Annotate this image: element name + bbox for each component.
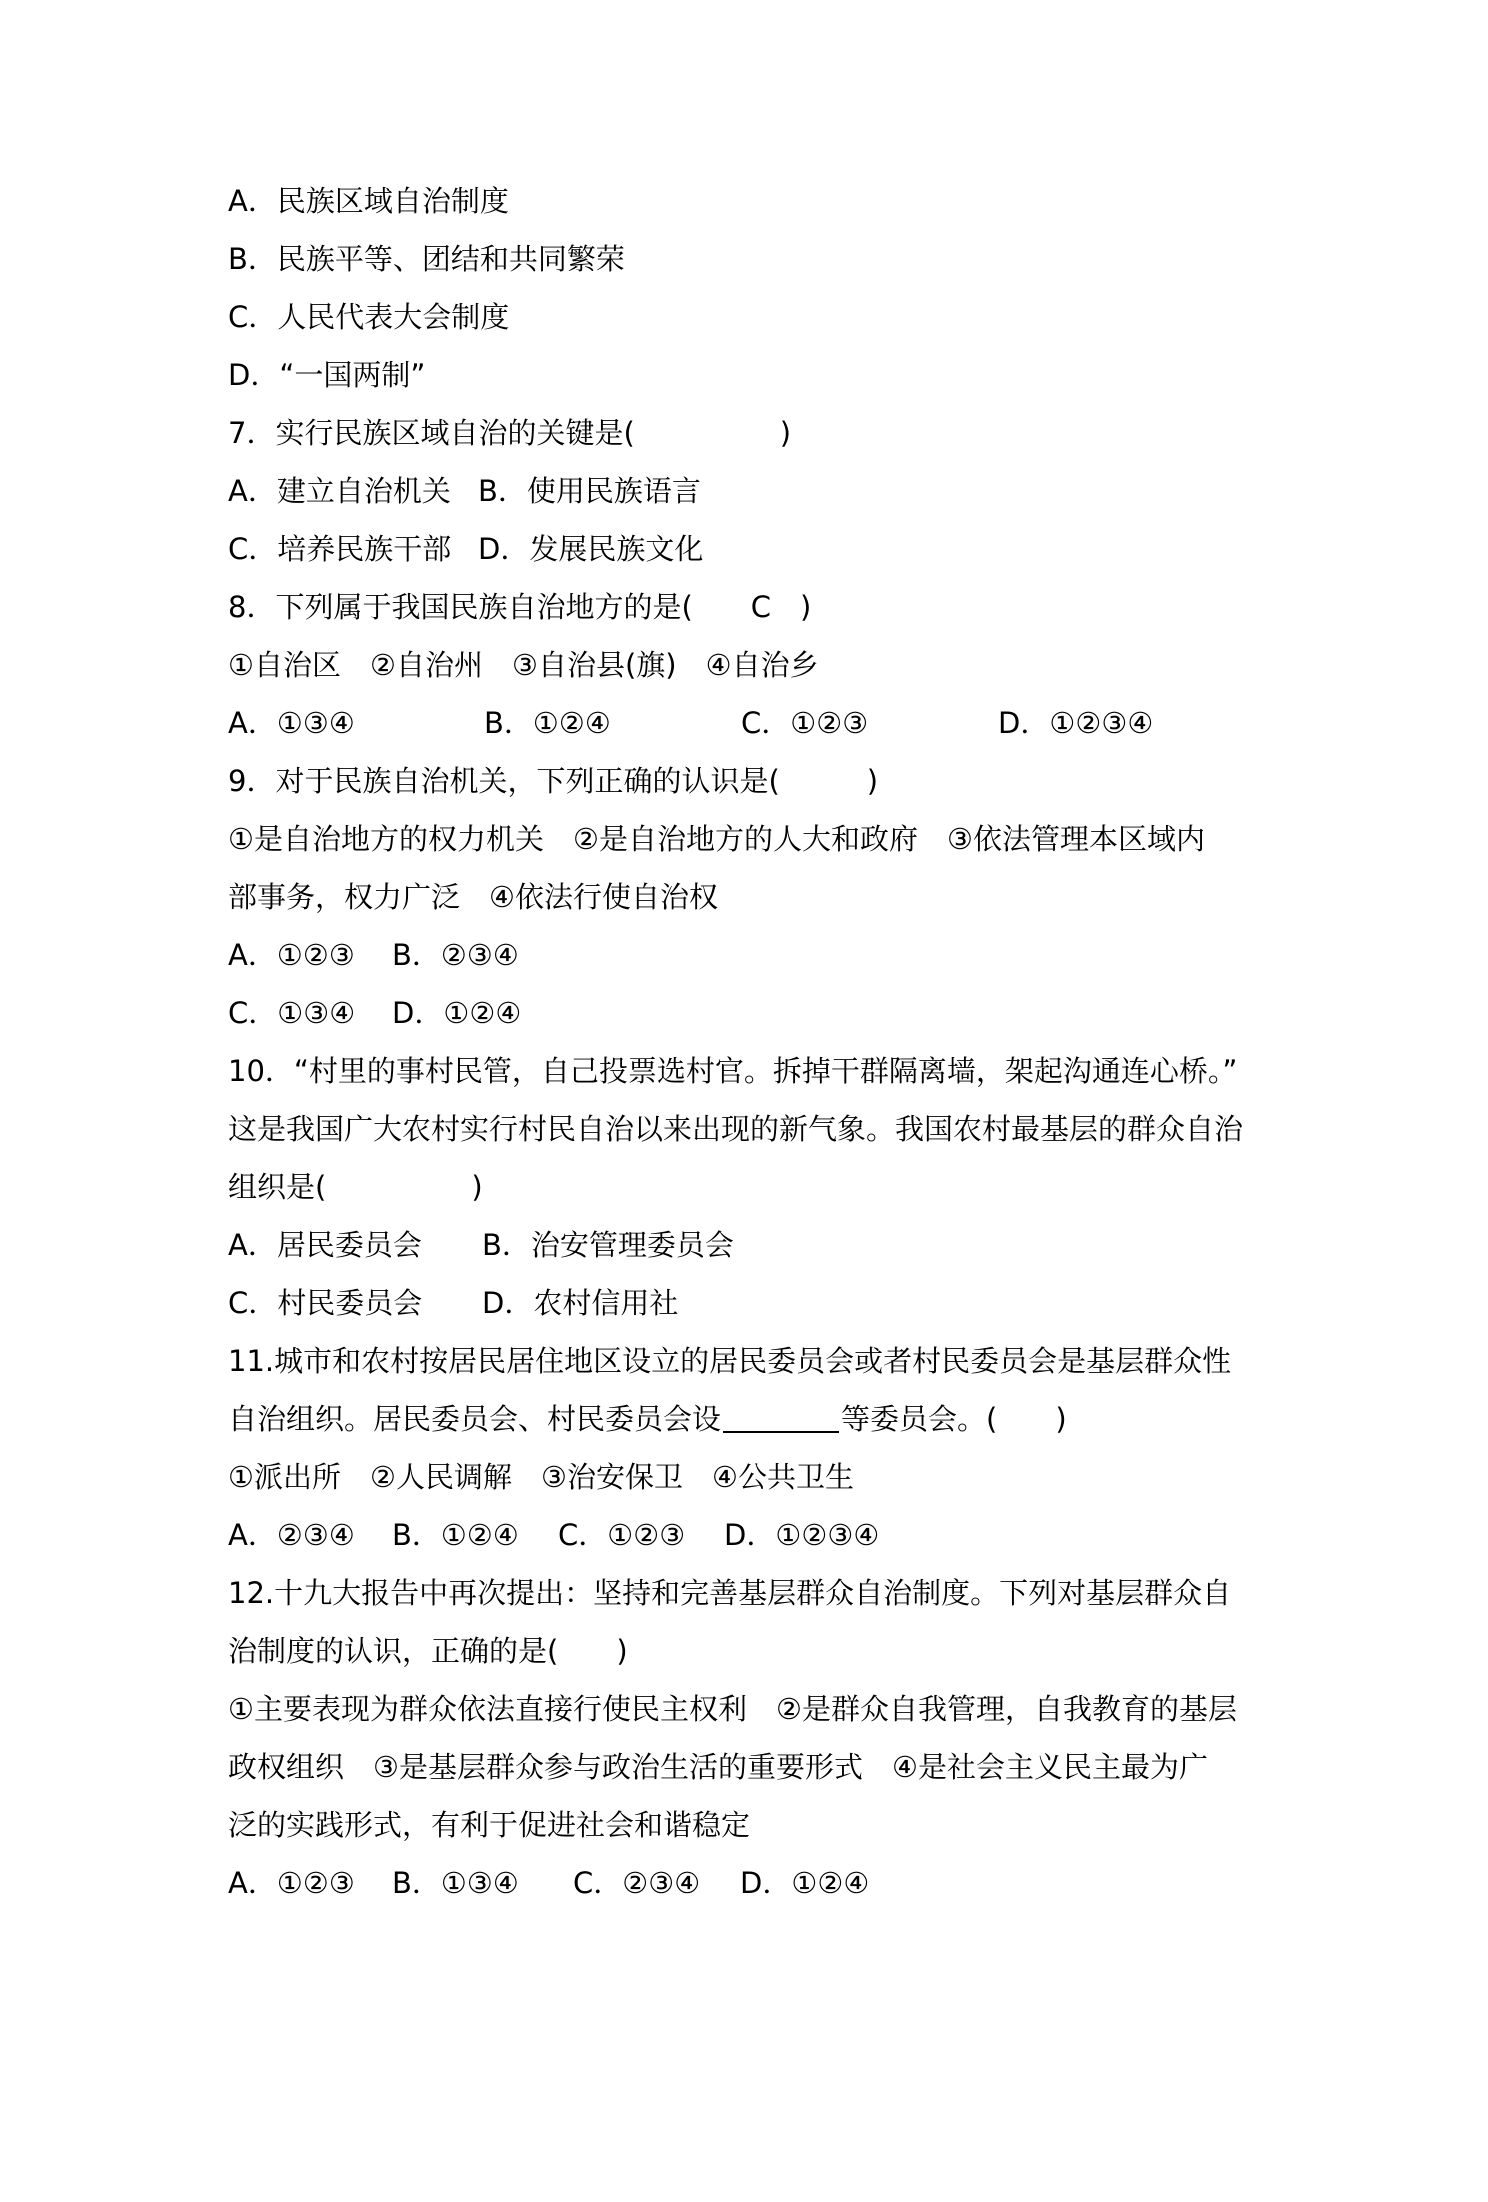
q11-option-b: B．①②④ <box>392 1518 519 1552</box>
q11-option-c: C．①②③ <box>558 1518 686 1552</box>
q12-items-line1: ①主要表现为群众依法直接行使民主权利 ②是群众自我管理，自我教育的基层 <box>228 1692 1237 1726</box>
q8-option-d: D．①②③④ <box>998 706 1154 740</box>
q12-option-a: A．①②③ <box>228 1866 355 1900</box>
q8-option-c: C．①②③ <box>741 706 869 740</box>
q11-stem-line2 <box>228 1390 1288 1448</box>
q9-items-line2: 部事务，权力广泛 ④依法行使自治权 <box>228 880 718 914</box>
q8-option-a: A．①③④ <box>228 706 355 740</box>
q10-options-row2 <box>228 1274 1288 1332</box>
q6-option-c: C．人民代表大会制度 <box>228 300 510 334</box>
q7-option-b: B．使用民族语言 <box>478 474 701 508</box>
q7-options-row1 <box>228 462 1288 520</box>
q9-option-d: D．①②④ <box>392 996 522 1030</box>
q11-stem-line1: 11.城市和农村按居民居住地区设立的居民委员会或者村民委员会是基层群众性 <box>228 1344 1232 1378</box>
q8-items: ①自治区 ②自治州 ③自治县(旗) ④自治乡 <box>228 648 819 682</box>
q10-option-a: A．居民委员会 <box>228 1228 422 1262</box>
q11-option-a: A．②③④ <box>228 1518 355 1552</box>
q11-options <box>228 1506 1288 1564</box>
q9-options-row1 <box>228 926 1288 984</box>
q9-option-a: A．①②③ <box>228 938 355 972</box>
q8-stem: 8．下列属于我国民族自治地方的是( C ) <box>228 590 812 624</box>
q6-option-b: B．民族平等、团结和共同繁荣 <box>228 242 625 276</box>
q7-option-c: C．培养民族干部 <box>228 532 452 566</box>
q8-option-b: B．①②④ <box>484 706 611 740</box>
q12-options <box>228 1854 1288 1912</box>
q10-options-row1 <box>228 1216 1288 1274</box>
q12-option-b: B．①③④ <box>392 1866 519 1900</box>
q11-option-d: D．①②③④ <box>724 1518 880 1552</box>
q12-items-line3: 泛的实践形式，有利于促进社会和谐稳定 <box>228 1808 751 1842</box>
q12-option-d: D．①②④ <box>740 1866 870 1900</box>
q7-options-row2 <box>228 520 1288 578</box>
q7-option-d: D．发展民族文化 <box>478 532 704 566</box>
q12-stem-line2: 治制度的认识，正确的是( ) <box>228 1634 628 1668</box>
q7-stem: 7．实行民族区域自治的关键是( ) <box>228 416 792 450</box>
q11-stem-line2-before: 自治组织。居民委员会、村民委员会设 <box>228 1402 722 1436</box>
q10-option-c: C．村民委员会 <box>228 1286 423 1320</box>
q9-stem: 9．对于民族自治机关，下列正确的认识是( ) <box>228 764 879 798</box>
q12-option-c: C．②③④ <box>573 1866 701 1900</box>
fill-in-blank <box>723 1401 839 1433</box>
q6-option-a: A．民族区域自治制度 <box>228 184 509 218</box>
q9-option-c: C．①③④ <box>228 996 356 1030</box>
q10-stem-line3: 组织是( ) <box>228 1170 483 1204</box>
q10-stem-line1: 10．“村里的事村民管，自己投票选村官。拆掉干群隔离墙，架起沟通连心桥。” <box>228 1054 1238 1088</box>
q8-options <box>228 694 1288 752</box>
q10-stem-line2: 这是我国广大农村实行村民自治以来出现的新气象。我国农村最基层的群众自治 <box>228 1112 1244 1146</box>
q10-option-b: B．治安管理委员会 <box>482 1228 734 1262</box>
q7-option-a: A．建立自治机关 <box>228 474 451 508</box>
q9-items-line1: ①是自治地方的权力机关 ②是自治地方的人大和政府 ③依法管理本区域内 <box>228 822 1205 856</box>
q9-option-b: B．②③④ <box>392 938 519 972</box>
q11-stem-line2-after: 等委员会。( ) <box>841 1402 1067 1436</box>
q10-option-d: D．农村信用社 <box>482 1286 679 1320</box>
q11-items: ①派出所 ②人民调解 ③治安保卫 ④公共卫生 <box>228 1460 854 1494</box>
q6-option-d: D．“一国两制” <box>228 358 426 392</box>
q12-items-line2: 政权组织 ③是基层群众参与政治生活的重要形式 ④是社会主义民主最为广 <box>228 1750 1208 1784</box>
q9-options-row2 <box>228 984 1288 1042</box>
q12-stem-line1: 12.十九大报告中再次提出：坚持和完善基层群众自治制度。下列对基层群众自 <box>228 1576 1232 1610</box>
